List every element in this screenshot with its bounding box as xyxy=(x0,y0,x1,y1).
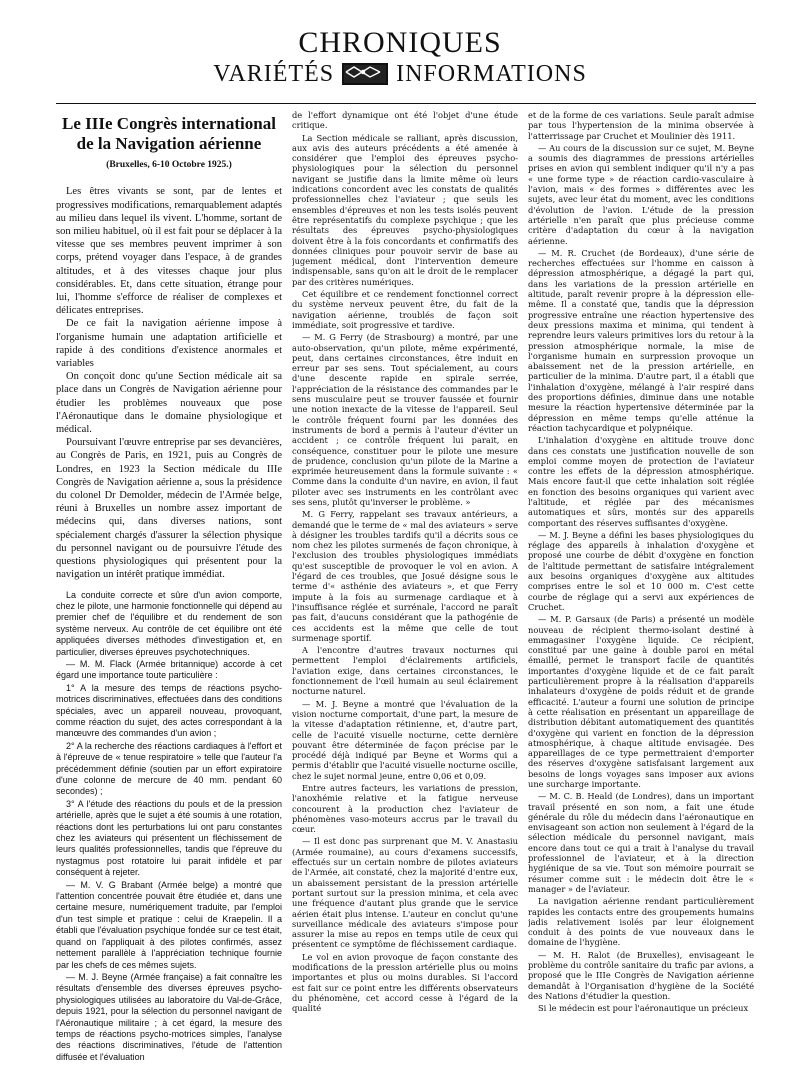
column-1-body xyxy=(56,590,282,1064)
body-paragraph: — Au cours de la discussion sur ce sujet, M. Beyne a soumis des diagrammes de pressions artérielles prises en avion qui semblent indiquer qu'il n'y a pas « une forme type » de réaction cardio-vasculaire à l'avion, mais « des formes » différentes avec les sujets, avec leur état du moment, avec les conditions d'évolution de l'avion. L'étude de la pression artérielle n'en paraît que plus précieuse comme critère d'adaptation du cœur à la navigation aérienne. xyxy=(528,142,754,246)
body-paragraph: 1° A la mesure des temps de réactions psycho-motrices discriminatives, effectuées dans des conditions spéciales, avec un appareil nouveau, provoquant, comme réaction du sujet, des actes correspondant à la manœuvre des commandes d'un avion ; xyxy=(56,682,282,739)
body-paragraph: A l'encontre d'autres travaux nocturnes qui permettent l'emploi d'éclairements artificiels, l'aviation exige, dans certaines circonstances, le fonctionnement de l'œil humain au seul éclairement nocturne naturel. xyxy=(292,645,518,697)
body-paragraph: 2° A la recherche des réactions cardiaques à l'effort et à l'épreuve de « tenue respiratoire » telle que l'auteur l'a précédemment définie (soutien par un effort expiratoire d'une colonne de mercure de 40 mm. pendant 60 secondes) ; xyxy=(56,740,282,797)
body-paragraph: — M. R. Cruchet (de Bordeaux), d'une série de recherches effectuées sur l'homme en caisson à dépression atmosphérique, a dégagé la part qui, dans les variations de la pression artérielle en altitude, paraît revenir propre à la dépression elle-même. Il a constaté que, tandis que la dépression progressive entraîne une réaction hypertensive des deux pressions maxima et minima, qui tendent à reprendre leurs valeurs primitives lors du retour à la pression atmosphérique normale, la mise de l'organisme humain en surpression provoque un abaissement net de la pression artérielle, en particulier de la minima. D'autre part, il a établi que l'inhalation d'oxygène, mélangé à l'air respiré dans des proportions définies, diminue dans une notable mesure la réaction hypertensive déterminée par la dépression en même temps qu'elle atténue la réaction tachycardique et polypnéique. xyxy=(528,247,754,433)
masthead-rule xyxy=(56,103,756,104)
body-paragraph: Entre autres facteurs, les variations de pression, l'anoxhémie relative et la fatigue nerveuse concourent à la production chez l'aviateur de phénomènes vaso-moteurs accrus par le travail du cœur. xyxy=(292,783,518,835)
body-paragraph: — M. M. Flack (Armée britannique) accorde à cet égard une importance toute particulière : xyxy=(56,658,282,681)
article-title xyxy=(56,114,282,154)
body-paragraph: Si le médecin est pour l'aéronautique un précieux xyxy=(538,1003,749,1014)
lead-paragraph: Poursuivant l'œuvre entreprise par ses devancières, au Congrès de Paris, en 1921, puis au Congrès de Londres, en 1923 la Section médicale du IIIe Congrès de Navigation aérienne a, sous la présidence du colonel Dr Demolder, médecin de l'Armée belge, réuni à Bruxelles un nombre assez important de médecins qui, dans diverses nations, sont spécialement chargés d'assurer la sélection physique du personnel navigant ou de poursuivre l'étude des questions physiologiques qui présentent pour la navigation un intérêt pratique immédiat. xyxy=(56,437,282,581)
body-paragraph: Cet équilibre et ce rendement fonctionnel correct du système nerveux peuvent être, du fait de la navigation aérienne, troublés de façon soit immédiate, soit progressive et tardive. xyxy=(292,289,518,330)
body-paragraph: — M. H. Ralot (de Bruxelles), envisageant le problème du contrôle sanitaire du trafic par avions, a proposé que le IIIe Congrès de Navigation aérienne demandât à l'Organisation d'hygiène de la Société des Nations d'étudier la question. xyxy=(528,949,754,1001)
column-1 xyxy=(56,110,282,1070)
chronique-emblem-icon xyxy=(342,63,388,85)
body-paragraph: — M. J. Beyne a défini les bases physiologiques du réglage des appareils à inhalation d'oxygène et proposé une courbe de débit d'oxygène en fonction de l'altitude permettant de satisfaire intégralement aux besoins organiques d'oxygène aux altitudes comprises entre le sol et 10 000 m. C'est cette courbe de réglage qui a servi aux expériences de Cruchet. xyxy=(528,529,754,612)
body-paragraph: La conduite correcte et sûre d'un avion comporte, chez le pilote, une harmonie fonctionnelle qui dépend au premier chef de l'équilibre et du rendement de son système nerveux. Au contrôle de cet équilibre ont été appliquées diverses méthodes d'investigation et, en particulier, diverses épreuves psychotechniques. xyxy=(56,589,282,657)
body-paragraph: — M. G Ferry (de Strasbourg) a montré, par une auto-observation, qu'un pilote, même expérimenté, peut, dans certaines circonstances, être induit en erreur par ses sens. Tout spécialement, au cours d'une descente rapide en spirale serrée, l'appréciation de la résistance des commandes par le sens musculaire peut se trouver faussée et fournir une notion inexacte de la vitesse de l'appareil. Seul le contrôle fréquent fourni par les données des instruments de bord a permis à l'auteur d'éviter un accident ; ce contrôle fréquent lui parait, en conséquence, constituer pour le pilote une mesure de prudence, conclusion qu'un pilote de la Marine a exprimée heureusement dans la formule suivante : « Comme dans la conduite d'un navire, en avion, il faut piloter avec ses instruments en les contrôlant avec ses sens, plutôt qu'inverser le problème. » xyxy=(292,332,518,507)
article-subtitle: (Bruxelles, 6-10 Octobre 1925.) xyxy=(106,160,232,170)
body-paragraph: de l'effort dynamique ont été l'objet d'une étude critique. xyxy=(292,110,518,131)
body-paragraph: — M. J. Beyne (Armée française) a fait connaître les résultats d'ensemble des diverses épreuves psycho-physiologiques utilisées au laboratoire du Val-de-Grâce, depuis 1921, pour la sélection du personnel navigant de l'Aéronautique militaire ; à cet égard, la mesure des temps de réactions psycho-motrices simples, l'analyse des réactions discriminatives, l'étude de l'attention diffusée et l'évaluation xyxy=(56,971,282,1062)
body-paragraph: La navigation aérienne rendant particulièrement rapides les contacts entre des groupements humains jadis relativement isolés par leur éloignement conduit à des points de vue nouveaux dans le domaine de l'hygiène. xyxy=(528,896,754,948)
body-paragraph: et de la forme de ces variations. Seule paraît admise par tous l'hypertension de la minima observée à l'atterrissage par Cruchet et Moulinier dès 1911. xyxy=(528,110,754,141)
lead-paragraph: On conçoit donc qu'une Section médicale ait sa place dans un Congrès de Navigation aérienne pour étudier les problèmes nouveaux que pose l'Aéronautique dans le domaine physiologique et médical. xyxy=(56,371,282,436)
body-paragraph: — Il est donc pas surprenant que M. V. Anastasiu (Armée roumaine), au cours d'examens successifs, effectués sur un certain nombre de pilotes aviateurs de l'Armée, ait constaté, chez la majorité d'entre eux, un abaissement persistant de la pression artérielle portant surtout sur la pression minima, et cela avec une fréquence d'autant plus grande que le service aérien était plus intense. L'auteur en conclut qu'une surveillance médicale des aviateurs s'impose pour assurer la mise au repos en temps utile de ceux qui présentent ce symptôme de fléchissement cardiaque. xyxy=(292,836,518,950)
masthead-title: CHRONIQUES xyxy=(298,26,502,59)
masthead-left-word: VARIÉTÉS xyxy=(213,61,335,87)
masthead xyxy=(0,28,800,88)
body-paragraph: L'inhalation d'oxygène en altitude trouve donc dans ces constats une justification nouvelle de son emploi comme moyen de protection de l'aviateur contre les effets de la dépression atmosphérique. Mais encore faut-il que cette inhalation soit réglée en fonction des besoins organiques qui varient avec l'altitude, et réglée par des mécanismes automatiques et sûrs, montés sur des appareils comportant des réserves suffisantes d'oxygène. xyxy=(528,435,754,528)
lead-paragraph: De ce fait la navigation aérienne impose à l'organisme humain une adaptation artificielle et rapide à des conditions d'existence anormales et variables xyxy=(56,318,282,370)
body-paragraph: — M. P. Garsaux (de Paris) a présenté un modèle nouveau de récipient thermo-isolant destiné à emmagasiner l'oxygène liquide. Ce récipient, constitué par une gaine à double paroi en métal émaillé, permet le transport facile de quantités importantes d'oxygène liquide et de ce fait paraît particulièrement propre à la réalisation d'appareils inhalateurs d'oxygène de poids réduit et de grande efficacité. L'auteur a fourni une solution de principe à cette réalisation en présentant un appareillage de distribution débitant automatiquement des quantités d'oxygène qui varient en fonction de la dépression atmosphérique, à chaque altitude envisagée. Des appareillages de ce type permettraient d'emporter des réserves d'oxygène satisfaisant largement aux besoins de longs voyages sans imposer aux avions une surcharge importante. xyxy=(528,614,754,789)
column-3 xyxy=(528,110,754,1070)
masthead-right-word: INFORMATIONS xyxy=(396,61,587,87)
column-2 xyxy=(292,110,518,1070)
body-paragraph: Le vol en avion provoque de façon constante des modifications de la pression artérielle plus ou moins importantes et plus ou moins durables. Si l'accord est fait sur ce point entre les différents observateurs du phénomène, cet accord cesse à l'égard de la qualité xyxy=(292,951,518,1014)
body-paragraph: — M. J. Beyne a montré que l'évaluation de la vision nocturne comportait, d'une part, la mesure de la vitesse d'adaptation rétinienne, et, d'autre part, celle de l'acuité visuelle nocturne, cette dernière pouvant être déterminée de façon précise par le procédé déjà indiqué par Beyne et Worms qui a permis d'établir que l'acuité visuelle nocturne oscille, chez le sujet normal jeune, entre 0,06 et 0,09. xyxy=(292,698,518,781)
lead-paragraph: Les êtres vivants se sont, par de lentes et progressives modifications, remarquablement adaptés au milieu dans lequel ils vivent. L'homme, sortant de son milieu habituel, où il est fait pour se déplacer à la vitesse que ses membres peuvent imprimer à son corps, prétend voyager dans l'espace, à de grandes altitudes, et à des vitesses chaque jour plus considérables. Et, dans cette situation, étrange pour lui, l'homme s'efforce de réaliser de complexes et délicates entreprises. xyxy=(56,186,282,317)
article-columns xyxy=(56,110,756,1070)
article-lead xyxy=(56,185,282,581)
body-paragraph: — M. V. G Brabant (Armée belge) a montré que l'attention concentrée pouvait être étudiée et, dans une certaine mesure, numériquement traduite, par l'emploi d'un test simple et pratique : celui de Kraepelin. Il a établi que l'évaluation psychique fondée sur ce test était, quand on l'appliquait à des pilotes confirmés, assez nettement parallèle à l'appréciation technique fournie par les chefs de ces mêmes sujets. xyxy=(56,879,282,970)
article-title-line-1: Le IIIe Congrès international xyxy=(62,114,276,133)
body-paragraph: 3° A l'étude des réactions du pouls et de la pression artérielle, après que le sujet a été soumis à une rotation, réactions dont les perturbations lui ont paru constantes chez les aviateurs qui présentent un fléchissement de leurs qualités professionnelles, tandis que l'épreuve du nystagmus post rotatoire lui parait infidèle et par conséquent à rejeter. xyxy=(56,798,282,878)
article-title-line-2: de la Navigation aérienne xyxy=(76,134,262,153)
body-paragraph: — M. C. B. Heald (de Londres), dans un important travail présenté en son nom, a fait une étude générale du rôle du médecin dans l'aéronautique en envisageant son action non seulement à l'égard de la sélection médicale du personnel navigant, mais encore dans tout ce qui a trait à l'analyse du travail professionnel de l'aviateur, et à la direction hygiénique de sa vie. Tout son mémoire pourrait se résumer comme suit : le médecin doit être le « manager » de l'aviateur. xyxy=(528,791,754,894)
body-paragraph: M. G Ferry, rappelant ses travaux antérieurs, a demandé que le terme de « mal des aviateurs » serve à désigner les troubles tardifs qu'il a décrits sous ce nom chez les pilotes surmenés de façon chronique, à l'exclusion des troubles physiologiques immédiats qu'est susceptible de provoquer le vol en avion. A l'égard de ces troubles, que Josué désigne sous le terme d'« asthénie des aviateurs », et que Ferry impute à la fois au surmenage cardiaque et à l'insuffisance réglée et surrénale, l'accord ne paraît pas fait, d'aucuns considérant que la pathogénie de ces accidents est la même que celle de tout surmenage sportif. xyxy=(292,509,518,643)
body-paragraph: La Section médicale se ralliant, après discussion, aux avis des auteurs précédents a été amenée à considérer que l'emploi des épreuves psycho-physiologiques pour la sélection du personnel navigant se justifie dans la limite même où leurs indications concordent avec les constats de qualités professionnelles chez l'aviateur ; que seuls les ensembles d'épreuves et non les tests isolés peuvent être représentatifs du complexe psychique ; que les résultats des épreuves psycho-physiologiques doivent être à la fois concordants et confirmatifs des données cliniques pour pouvoir servir de base au jugement médical, dont l'intervention demeure indispensable, sans qu'on ait le droit de le remplacer par des critères numériques. xyxy=(292,132,518,287)
masthead-subtitle xyxy=(0,60,800,88)
